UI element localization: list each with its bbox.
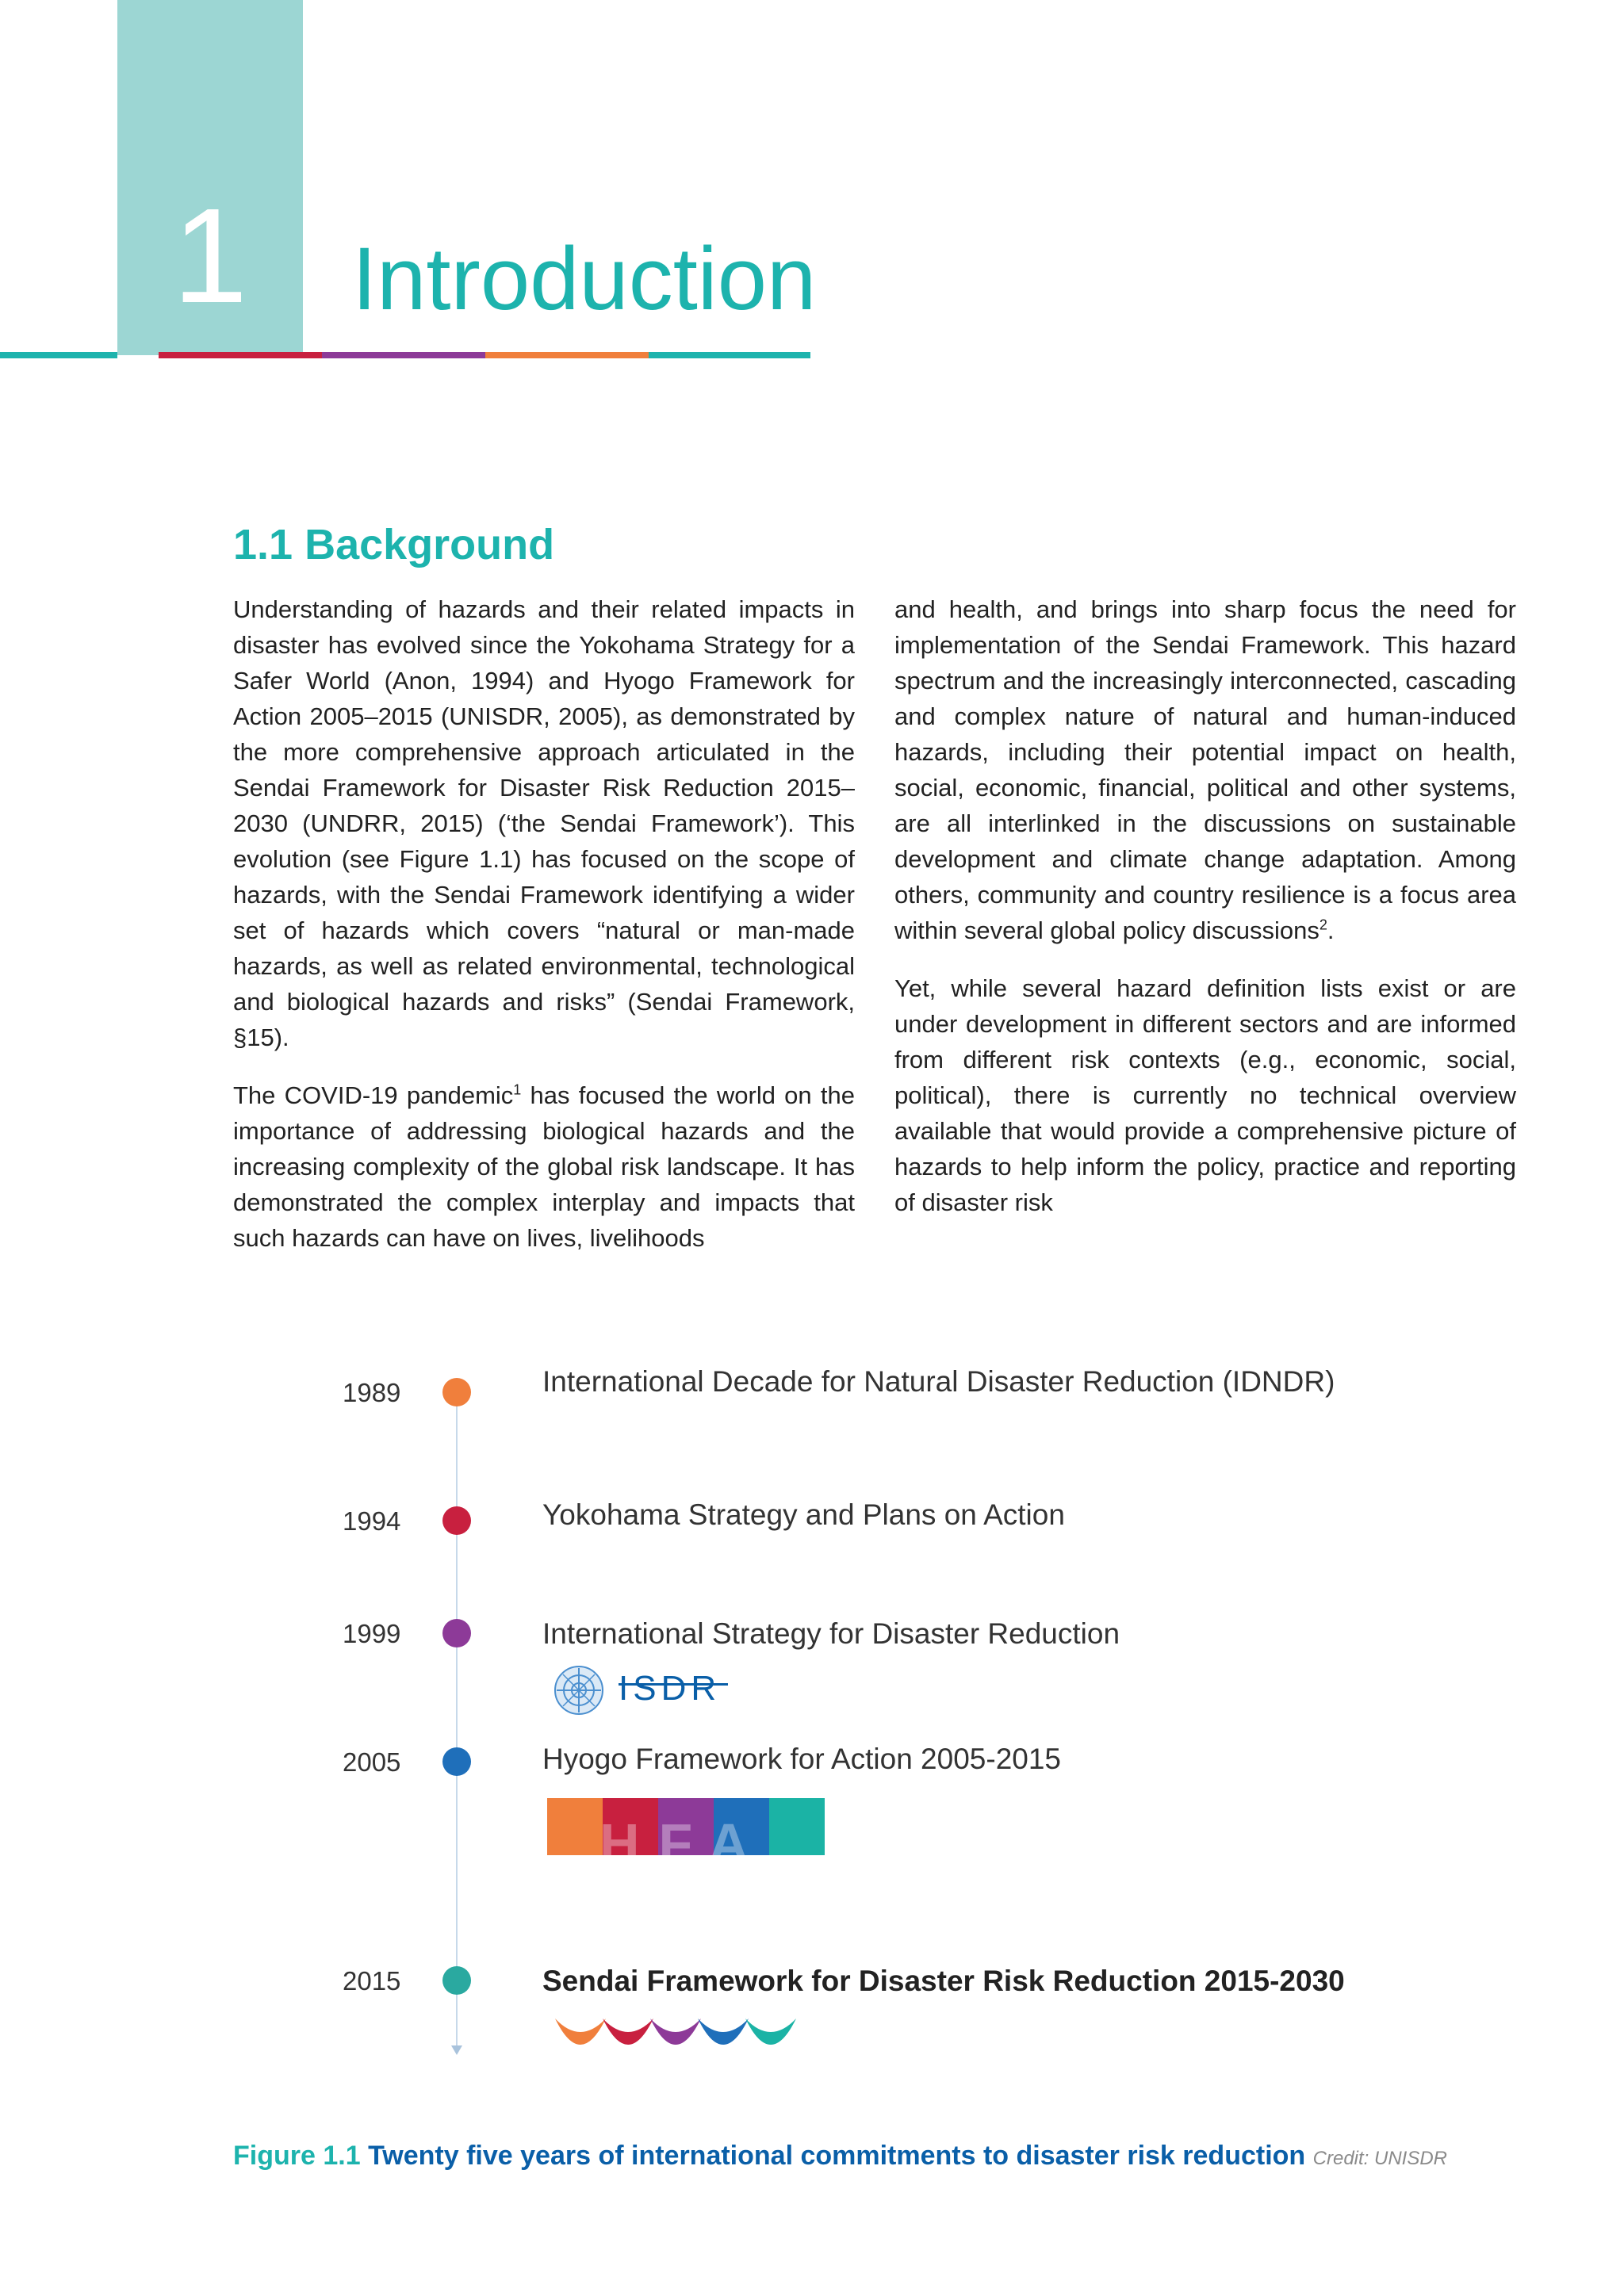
header-rule-teal-left bbox=[0, 352, 117, 358]
header-rule-orange bbox=[485, 352, 649, 358]
timeline-dot-1989 bbox=[442, 1378, 471, 1406]
timeline-label-1989: International Decade for Natural Disaster Reduction (IDNDR) bbox=[542, 1365, 1335, 1398]
right-paragraph-1-end: . bbox=[1327, 916, 1335, 944]
left-paragraph-2-start: The COVID-19 pandemic bbox=[233, 1081, 514, 1109]
timeline-year-1994: 1994 bbox=[343, 1506, 401, 1536]
right-column bbox=[894, 591, 1516, 1216]
figure-number: Figure 1.1 bbox=[233, 2141, 361, 2171]
timeline-label-1994: Yokohama Strategy and Plans on Action bbox=[542, 1498, 1065, 1531]
right-paragraph-2: Yet, while several hazard definition lists exist or are under development in different sectors and are informed from different risk contexts (e.g., economic, social, political), there is currently no technical overview available that would provide a comprehensive picture of hazards to help inform the policy, practice and reporting of disaster risk bbox=[894, 974, 1516, 1216]
figure-credit: Credit: UNISDR bbox=[1312, 2148, 1447, 2169]
header-rule-red bbox=[159, 352, 322, 358]
sendai-framework-logo-icon bbox=[553, 2014, 815, 2069]
left-paragraph-1: Understanding of hazards and their related impacts in disaster has evolved since the Yokohama Strategy for a Safer World (Anon, 1994) and Hyogo Framework for Action 2005–2015 (UNISDR, 2005), as demonstrated by the more comprehensive approach articulated in the Sendai Framework for Disaster Risk Reduction 2015–2030 (UNDRR, 2015) (‘the Sendai Framework’). This evolution (see Figure 1.1) has focused on the scope of hazards, with the Sendai Framework identifying a wider set of hazards which covers “natural or man-made hazards, as well as related environmental, technological and biological hazards and risks” (Sendai Framework, §15). bbox=[233, 595, 855, 1051]
isdr-logo-text: ISDR bbox=[619, 1669, 722, 1708]
figure-title: Twenty five years of international commitments to disaster risk reduction bbox=[368, 2141, 1306, 2171]
timeline-label-2005: Hyogo Framework for Action 2005-2015 bbox=[542, 1743, 1062, 1775]
timeline-dot-1999 bbox=[442, 1619, 471, 1647]
timeline-label-2015: Sendai Framework for Disaster Risk Reduction 2015-2030 bbox=[542, 1965, 1345, 1997]
header-rule-teal-right bbox=[649, 352, 810, 358]
timeline-dot-2015 bbox=[442, 1966, 471, 1995]
right-paragraph-1 bbox=[894, 591, 1516, 948]
hfa-logo-text: HFA bbox=[599, 1812, 768, 1874]
left-paragraph-2-end: has focused the world on the importance of addressing biological hazards and the increasing complexity of the global risk landscape. It has demonstrated the complex interplay and impacts that such hazards can have on lives, livelihoods bbox=[233, 1081, 855, 1252]
timeline-year-1999: 1999 bbox=[343, 1619, 401, 1648]
figure-caption bbox=[233, 2142, 1447, 2169]
left-column bbox=[233, 591, 855, 1256]
timeline-dot-2005 bbox=[442, 1747, 471, 1776]
timeline-arrow-icon bbox=[451, 2045, 462, 2055]
left-paragraph-2 bbox=[233, 1077, 855, 1256]
chapter-title: Introduction bbox=[352, 229, 817, 328]
timeline-axis bbox=[456, 1387, 458, 2047]
chapter-number: 1 bbox=[172, 181, 248, 331]
timeline-year-2015: 2015 bbox=[343, 1966, 401, 1996]
header-rule-purple bbox=[322, 352, 485, 358]
timeline-label-1999: International Strategy for Disaster Reduction bbox=[542, 1617, 1120, 1650]
footnote-ref-1[interactable]: 1 bbox=[513, 1081, 522, 1098]
timeline-year-1989: 1989 bbox=[343, 1378, 401, 1407]
section-heading: 1.1 Background bbox=[233, 521, 555, 568]
timeline-year-2005: 2005 bbox=[343, 1747, 401, 1777]
timeline-dot-1994 bbox=[442, 1506, 471, 1535]
footnote-ref-2[interactable]: 2 bbox=[1319, 916, 1327, 933]
right-paragraph-1-start: and health, and brings into sharp focus the need for implementation of the Sendai Framework. This hazard spectrum and the increasingly interconnected, cascading and complex nature of natural and human-induced hazards, including their potential impact on health, social, economic, financial, political and other systems, are all interlinked in the discussions on sustainable development and climate change adaptation. Among others, community and country resilience is a focus area within several global policy discussions bbox=[894, 595, 1516, 944]
